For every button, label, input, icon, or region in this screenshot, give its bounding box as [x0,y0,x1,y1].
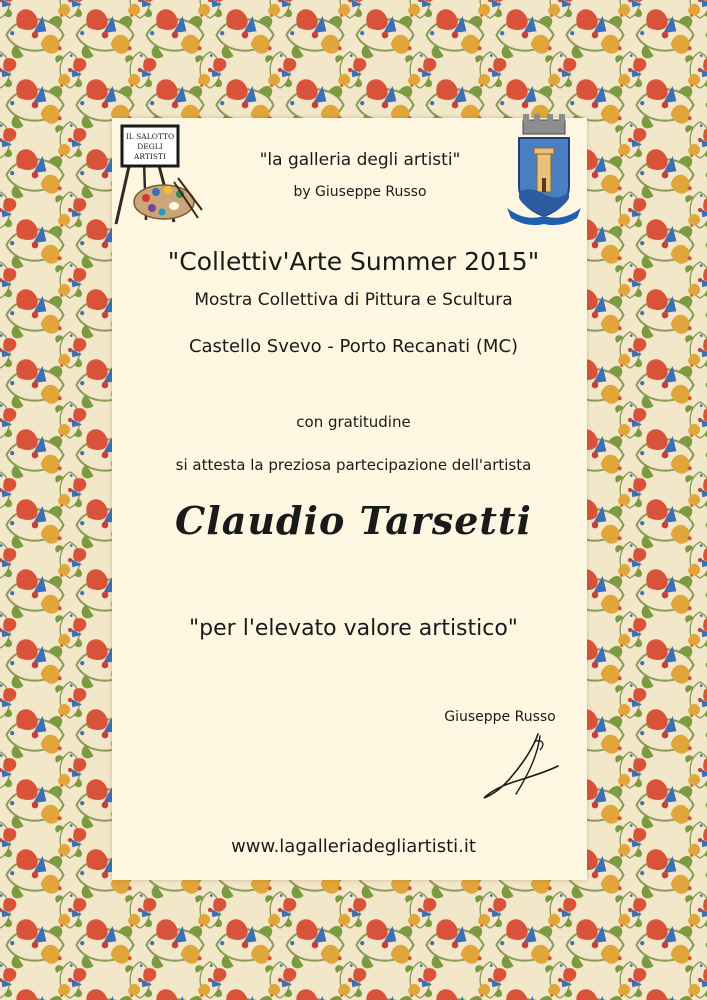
gallery-title: "la galleria degli artisti" [259,150,461,170]
artist-name: Claudio Tarsetti [175,498,532,543]
svg-text:DEGLI: DEGLI [137,142,163,151]
easel-palette-icon [108,122,208,230]
event-subtitle: Mostra Collettiva di Pittura e Scultura [194,290,513,310]
gratitude-text: con gratitudine [296,413,411,431]
website-link[interactable]: www.lagalleriadegliartisti.it [231,836,476,857]
coat-of-arms-icon [505,112,583,230]
event-location: Castello Svevo - Porto Recanati (MC) [188,336,519,357]
event-title: "Collettiv'Arte Summer 2015" [167,247,540,276]
svg-text:ARTISTI: ARTISTI [134,152,166,161]
gallery-byline: by Giuseppe Russo [293,184,427,200]
signature-scribble-icon [476,732,560,804]
signatory-name: Giuseppe Russo [444,709,556,725]
attestation-text: si attesta la preziosa partecipazione dell'artista [175,456,532,474]
svg-text:IL SALOTTO: IL SALOTTO [125,132,175,141]
award-motto: "per l'elevato valore artistico" [189,616,518,641]
